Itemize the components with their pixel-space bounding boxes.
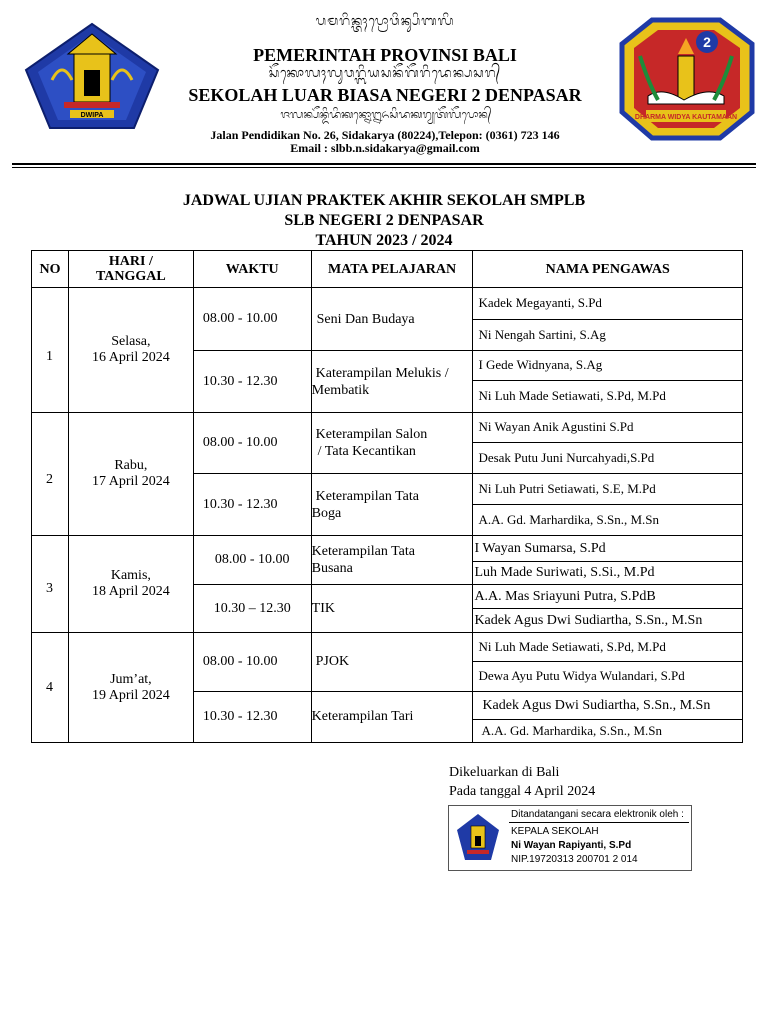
signature-name: Ni Wayan Rapiyanti, S.Pd xyxy=(511,840,632,851)
electronic-signature-box xyxy=(448,805,692,871)
doc-title-line3: TAHUN 2023 / 2024 xyxy=(315,232,453,249)
cell-time: 10.30 - 12.30 xyxy=(193,692,311,743)
header-rule xyxy=(12,163,756,165)
cell-time: 08.00 - 10.00 xyxy=(193,413,311,474)
government-name: PEMERINTAH PROVINSI BALI xyxy=(253,45,517,65)
cell-subject: Keterampilan Tari xyxy=(311,692,473,743)
cell-time: 10.30 – 12.30 xyxy=(193,585,311,633)
table-row xyxy=(32,413,743,443)
header-mata-pelajaran: MATA PELAJARAN xyxy=(311,251,473,288)
issued-place: Dikeluarkan di Bali xyxy=(449,765,560,780)
header-tanggal: TANGGAL xyxy=(96,269,166,284)
header-hari-tanggal xyxy=(68,251,193,288)
cell-proctor: Dewa Ayu Putu Widya Wulandari, S.Pd xyxy=(473,662,743,692)
svg-text:DWIPA: DWIPA xyxy=(80,112,104,119)
school-logo xyxy=(612,16,760,142)
day-date: 16 April 2024 xyxy=(91,350,170,365)
table-header-row xyxy=(32,251,743,288)
cell-subject: Keterampilan Salon / Tata Kecantikan xyxy=(311,413,473,474)
balinese-script-mid: ᬲᭂᬓᭀᬮᬄᬮᬸᬯᬭ᭄ᬩᬶᬬᬲᬦᭂᬕᭂᬭᬶᬤᬾᬦ᭄ᬧᬲᬭ᭄ xyxy=(268,65,502,80)
header-nama-pengawas: NAMA PENGAWAS xyxy=(473,251,743,288)
issued-date: Pada tanggal 4 April 2024 xyxy=(449,784,596,799)
cell-proctor: Ni Nengah Sartini, S.Ag xyxy=(473,320,743,351)
svg-text:DHARMA WIDYA KAUTAMAAN: DHARMA WIDYA KAUTAMAAN xyxy=(634,114,738,121)
cell-proctor: Kadek Megayanti, S.Pd xyxy=(473,288,743,320)
cell-subject: TIK xyxy=(311,585,473,633)
svg-text:2: 2 xyxy=(703,34,711,50)
table-row xyxy=(32,288,743,320)
header-waktu: WAKTU xyxy=(193,251,311,288)
cell-proctor: A.A. Gd. Marhardika, S.Sn., M.Sn xyxy=(473,720,743,743)
signature-bali-logo xyxy=(455,812,501,864)
issued-block xyxy=(449,763,595,801)
day-date: 18 April 2024 xyxy=(91,584,170,599)
school-email: Email : slbb.n.sidakarya@gmail.com xyxy=(290,141,480,155)
day-name: Kamis, xyxy=(110,568,151,583)
cell-proctor: I Wayan Sumarsa, S.Pd xyxy=(473,536,743,562)
table-row xyxy=(32,633,743,662)
balinese-script-address: ᬚᬮᬦ᭄ᬧᭂᬦ᭄ᬤᬶᬤᬶᬓᬦ᭄ᬦᭀ᭒᭖ᬲᬶᬤᬓᬭ᭄ᬬᬢᭂᬮᭂᬧᭀᬦ᭄ xyxy=(280,109,492,121)
header-no: NO xyxy=(32,251,69,288)
cell-no: 1 xyxy=(32,288,69,413)
balinese-script-top: ᬧᬫᬭᬶᬦ᭄ᬢᬄᬧ᭄ᬭᭀᬯᬶᬦ᭄ᬲᬶᬩᬮᬶ xyxy=(315,13,455,28)
cell-proctor: Ni Luh Made Setiawati, S.Pd, M.Pd xyxy=(473,633,743,662)
bali-province-logo xyxy=(22,20,162,132)
cell-day-date xyxy=(68,536,193,633)
cell-proctor: A.A. Mas Sriayuni Putra, S.PdB xyxy=(473,585,743,609)
cell-proctor: Ni Wayan Anik Agustini S.Pd xyxy=(473,413,743,443)
cell-day-date xyxy=(68,633,193,743)
cell-time: 08.00 - 10.00 xyxy=(193,536,311,585)
cell-no: 2 xyxy=(32,413,69,536)
cell-proctor: Kadek Agus Dwi Sudiartha, S.Sn., M.Sn xyxy=(473,609,743,633)
signature-nip: NIP.19720313 200701 2 014 xyxy=(511,854,638,865)
cell-no: 4 xyxy=(32,633,69,743)
cell-subject: PJOK xyxy=(311,633,473,692)
header-hari: HARI / xyxy=(108,254,153,269)
day-date: 17 April 2024 xyxy=(91,474,170,489)
cell-time: 08.00 - 10.00 xyxy=(193,288,311,351)
cell-day-date xyxy=(68,288,193,413)
cell-subject: Keterampilan Tata Busana xyxy=(311,536,473,585)
school-name: SEKOLAH LUAR BIASA NEGERI 2 DENPASAR xyxy=(188,85,582,105)
cell-proctor: A.A. Gd. Marhardika, S.Sn., M.Sn xyxy=(473,505,743,536)
header-rule-thin xyxy=(12,167,756,168)
doc-title-line2: SLB NEGERI 2 DENPASAR xyxy=(284,212,484,229)
cell-time: 10.30 - 12.30 xyxy=(193,351,311,413)
signature-divider xyxy=(509,822,689,823)
cell-subject: Seni Dan Budaya xyxy=(311,288,473,351)
cell-subject: Katerampilan Melukis / Membatik xyxy=(311,351,473,413)
cell-proctor: Desak Putu Juni Nurcahyadi,S.Pd xyxy=(473,443,743,474)
cell-proctor: Kadek Agus Dwi Sudiartha, S.Sn., M.Sn xyxy=(473,692,743,720)
cell-proctor: Luh Made Suriwati, S.Si., M.Pd xyxy=(473,562,743,585)
day-name: Rabu, xyxy=(114,458,148,473)
cell-no: 3 xyxy=(32,536,69,633)
exam-schedule-table xyxy=(31,250,743,743)
cell-proctor: I Gede Widnyana, S.Ag xyxy=(473,351,743,381)
cell-day-date xyxy=(68,413,193,536)
school-address: Jalan Pendidikan No. 26, Sidakarya (80224),Telepon: (0361) 723 146 xyxy=(210,128,560,142)
day-name: Selasa, xyxy=(111,334,151,349)
cell-subject: Keterampilan Tata Boga xyxy=(311,474,473,536)
cell-time: 10.30 - 12.30 xyxy=(193,474,311,536)
cell-proctor: Ni Luh Putri Setiawati, S.E, M.Pd xyxy=(473,474,743,505)
day-date: 19 April 2024 xyxy=(91,687,170,703)
table-row xyxy=(32,536,743,562)
day-name: Jum’at, xyxy=(110,671,152,687)
cell-time: 08.00 - 10.00 xyxy=(193,633,311,692)
signature-role: KEPALA SEKOLAH xyxy=(511,826,599,837)
signature-caption: Ditandatangani secara elektronik oleh : xyxy=(511,809,684,820)
doc-title-line1: JADWAL UJIAN PRAKTEK AKHIR SEKOLAH SMPLB xyxy=(182,192,586,209)
cell-proctor: Ni Luh Made Setiawati, S.Pd, M.Pd xyxy=(473,381,743,413)
